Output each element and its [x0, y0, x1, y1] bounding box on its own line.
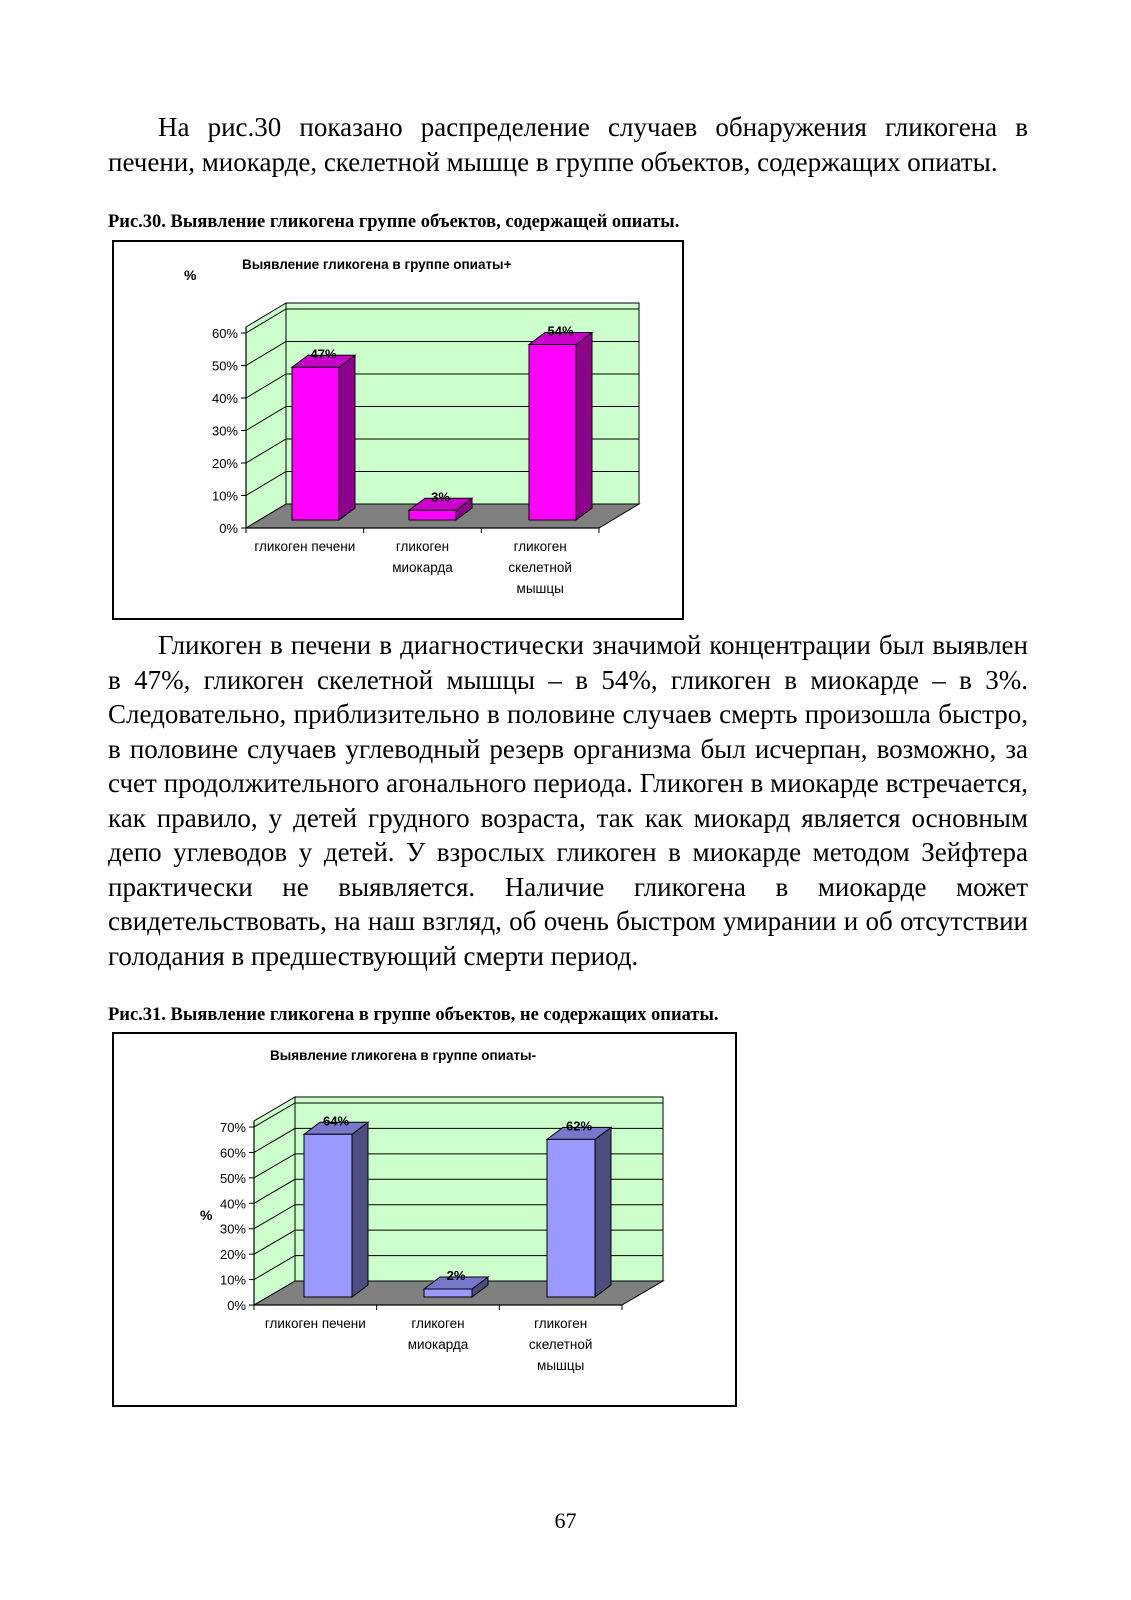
figure-30-caption: Рис.30. Выявление гликогена группе объектов, содержащей опиаты. — [108, 212, 680, 232]
bar-side — [595, 1127, 611, 1297]
y-tick-label: 30% — [211, 423, 238, 439]
chart-left-wall — [254, 1097, 295, 1305]
category-label: гликоген — [534, 1316, 588, 1331]
data-label: 3% — [431, 489, 450, 505]
category-label: миокарда — [392, 560, 453, 575]
paragraph-intro-text: На рис.30 показано распределение случаев обнаружения гликогена в печени, миокарде, скелетной мышце в группе объектов, содержащих опиаты. — [108, 112, 1028, 177]
y-tick-label: 40% — [219, 1196, 246, 1212]
category-label: гликоген — [411, 1316, 465, 1331]
y-axis-label: % — [184, 267, 197, 283]
y-tick-label: 50% — [211, 358, 238, 374]
chart-title: Выявление гликогена в группе опиаты+ — [242, 257, 512, 272]
category-label: мышцы — [516, 581, 564, 596]
paragraph-discussion — [108, 628, 1028, 973]
category-label: гликоген печени — [264, 1316, 366, 1331]
chart-title: Выявление гликогена в группе опиаты- — [270, 1048, 537, 1063]
y-tick-label: 20% — [219, 1247, 246, 1263]
bar — [529, 345, 576, 521]
y-tick-label: 70% — [219, 1120, 246, 1135]
y-tick-label: 40% — [211, 391, 238, 406]
category-label: гликоген — [513, 539, 567, 554]
chart-opiates-negative-svg — [114, 1034, 739, 1409]
chart-opiates-negative — [112, 1032, 737, 1407]
y-tick-label: 10% — [219, 1272, 246, 1288]
chart-opiates-positive-svg — [114, 242, 686, 622]
y-tick-label: 60% — [211, 326, 238, 341]
y-tick-label: 20% — [211, 456, 238, 471]
data-label: 62% — [565, 1118, 593, 1134]
y-tick-label: 0% — [219, 521, 238, 536]
figure-31-caption: Рис.31. Выявление гликогена в группе объектов, не содержащих опиаты. — [108, 1005, 719, 1025]
bar — [424, 1289, 472, 1297]
bar-side — [339, 355, 355, 520]
paragraph-discussion-text: Гликоген в печени в диагностически значимой концентрации был выявлен в 47%, гликоген скелетной мышцы – в 54%, гликоген в миокарде – в 3%. Следовательно, приблизительно в половине случаев смерть произошла быстро, в половине случаев углеводный резерв организма был исчерпан, возможно, за счет продолжительного агонального периода. Гликоген в миокарде встречается, как правило, у детей грудного возраста, так как миокард является основным депо углеводов у детей. У взрослых гликоген в миокарде методом Зейфтера практически не выявляется. Наличие гликогена в миокарде может свидетельствовать, на наш взгляд, об очень быстром умирании и об отсутствии голодания в предшествующий смерти период. — [108, 630, 1028, 971]
y-tick-label: 10% — [211, 488, 238, 504]
category-label: скелетной — [508, 560, 572, 575]
y-tick-label: 60% — [219, 1145, 246, 1161]
category-label: гликоген печени — [254, 539, 356, 554]
y-tick-label: 30% — [219, 1221, 246, 1237]
category-label: скелетной — [528, 1337, 593, 1352]
page-number: 67 — [554, 1508, 577, 1533]
category-label: миокарда — [407, 1337, 469, 1352]
data-label: 54% — [547, 323, 574, 339]
y-axis-label: % — [200, 1207, 213, 1223]
y-tick-label: 50% — [219, 1170, 246, 1186]
data-label: 47% — [310, 346, 337, 362]
bar-side — [576, 333, 592, 521]
category-label: мышцы — [537, 1358, 585, 1373]
data-label: 2% — [446, 1268, 466, 1283]
category-label: гликоген — [395, 539, 450, 554]
bar — [304, 1134, 352, 1297]
data-label: 64% — [322, 1113, 350, 1129]
paragraph-intro — [108, 110, 1028, 179]
chart-opiates-positive — [112, 240, 684, 620]
bar — [292, 367, 339, 520]
bar-side — [352, 1122, 368, 1297]
chart-left-wall — [246, 303, 286, 528]
y-tick-label: 0% — [227, 1298, 246, 1313]
bar — [547, 1139, 595, 1297]
bar — [409, 510, 456, 520]
